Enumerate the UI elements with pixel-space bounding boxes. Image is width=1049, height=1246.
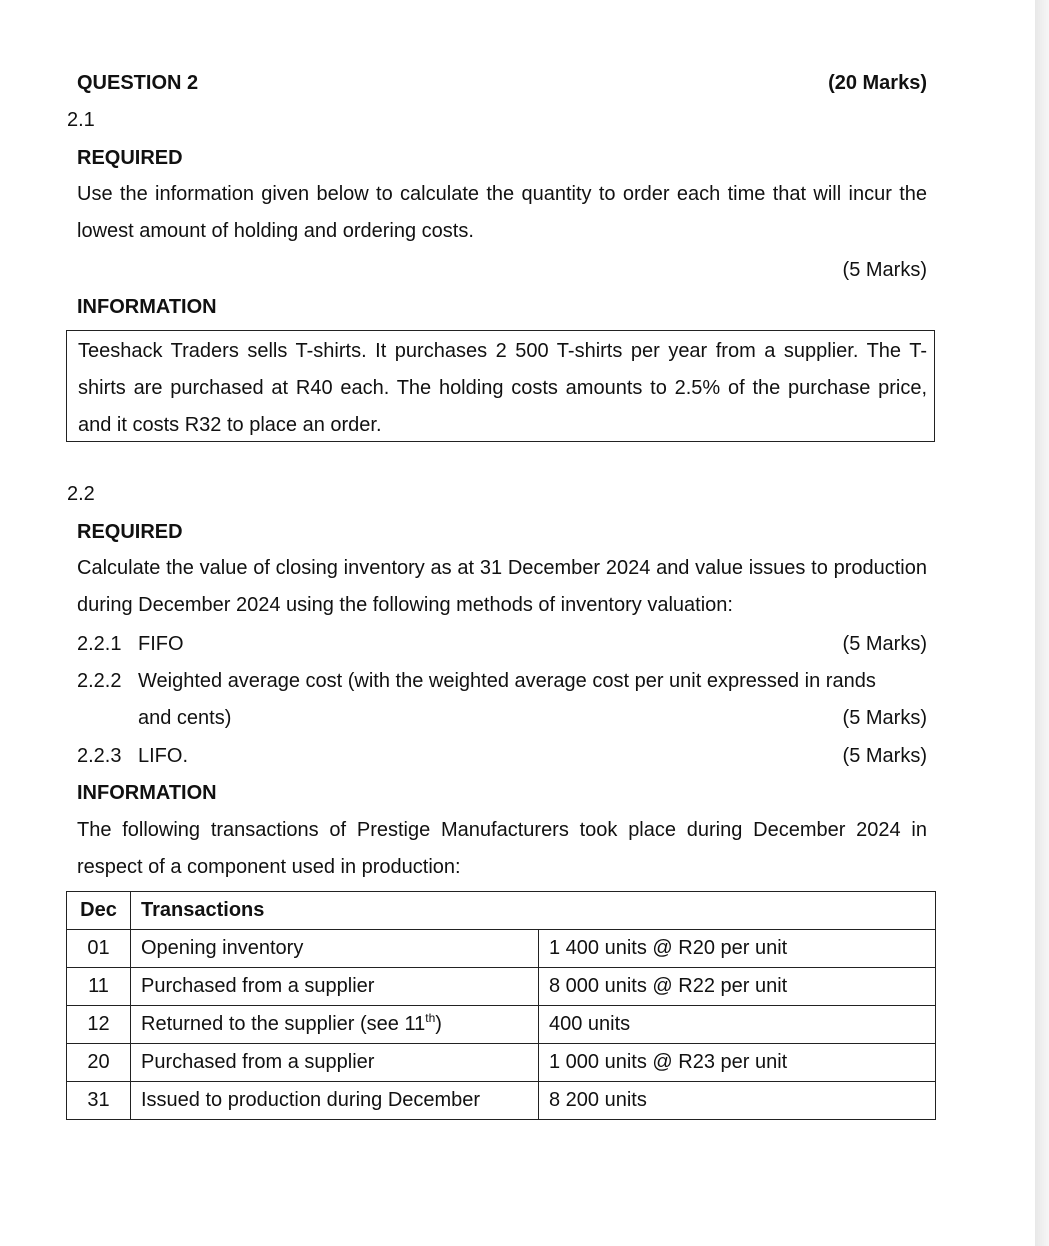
section-2-2-information-heading: INFORMATION [77, 782, 217, 804]
row-description: Opening inventory [131, 930, 539, 968]
item-2-2-1-marks: (5 Marks) [842, 633, 927, 655]
table-row [67, 968, 936, 1006]
row-description-end: ) [435, 1013, 442, 1035]
section-2-1-required-text: Use the information given below to calculate the quantity to order each time that will incur the lowest amount of holding and ordering costs. [77, 183, 927, 242]
header-transactions: Transactions [131, 892, 936, 930]
item-2-2-2-text: Weighted average cost (with the weighted average cost per unit expressed in rands [138, 670, 876, 692]
section-2-2-information-text: The following transactions of Prestige Manufacturers took place during December 2024 in respect of a component used in production: [77, 819, 927, 878]
header-dec: Dec [67, 892, 131, 930]
item-2-2-3-text: LIFO. [138, 745, 189, 767]
row-description: Purchased from a supplier [131, 1044, 539, 1082]
row-description: Issued to production during December [131, 1082, 539, 1120]
row-description: Purchased from a supplier [131, 968, 539, 1006]
page-edge [1035, 0, 1049, 1246]
section-2-2-required-heading: REQUIRED [77, 521, 183, 543]
table-row [67, 1044, 936, 1082]
item-2-2-2-marks: (5 Marks) [842, 707, 927, 729]
row-day: 12 [67, 1006, 131, 1044]
section-2-2-number: 2.2 [67, 483, 95, 505]
row-detail: 1 000 units @ R23 per unit [539, 1044, 936, 1082]
table-row [67, 1082, 936, 1120]
section-2-1-marks: (5 Marks) [842, 259, 927, 281]
row-detail: 8 000 units @ R22 per unit [539, 968, 936, 1006]
table-header-row [67, 892, 936, 930]
row-description-text: Returned to the supplier (see 11 [141, 1013, 426, 1035]
section-2-1-information-heading: INFORMATION [77, 296, 217, 318]
item-2-2-2-text-continued: and cents) [138, 707, 232, 729]
row-description-superscript: th [425, 1011, 436, 1025]
item-2-2-2-number: 2.2.2 [77, 670, 122, 692]
item-2-2-3-marks: (5 Marks) [842, 745, 927, 767]
section-2-2-required-text: Calculate the value of closing inventory as at 31 December 2024 and value issues to production during December 2024 using the following methods of inventory valuation: [77, 557, 927, 616]
row-description [131, 1006, 539, 1044]
table-row [67, 1006, 936, 1044]
item-2-2-3-number: 2.2.3 [77, 745, 122, 767]
question-title: QUESTION 2 [77, 72, 199, 94]
table-row [67, 930, 936, 968]
row-day: 20 [67, 1044, 131, 1082]
item-2-2-1-number: 2.2.1 [77, 633, 122, 655]
row-detail: 1 400 units @ R20 per unit [539, 930, 936, 968]
section-2-1-number: 2.1 [67, 109, 95, 131]
section-2-1-required-heading: REQUIRED [77, 147, 183, 169]
row-day: 01 [67, 930, 131, 968]
row-day: 11 [67, 968, 131, 1006]
information-box [66, 330, 935, 442]
row-detail: 8 200 units [539, 1082, 936, 1120]
transactions-table [66, 891, 936, 1120]
item-2-2-1-text: FIFO [138, 633, 184, 655]
information-box-text: Teeshack Traders sells T-shirts. It purchases 2 500 T-shirts per year from a supplier. The T-shirts are purchased at R40 each. The holding costs amounts to 2.5% of the purchase price, and it costs R32 to place an order. [78, 340, 927, 436]
row-day: 31 [67, 1082, 131, 1120]
row-detail: 400 units [539, 1006, 936, 1044]
question-marks: (20 Marks) [828, 72, 927, 94]
